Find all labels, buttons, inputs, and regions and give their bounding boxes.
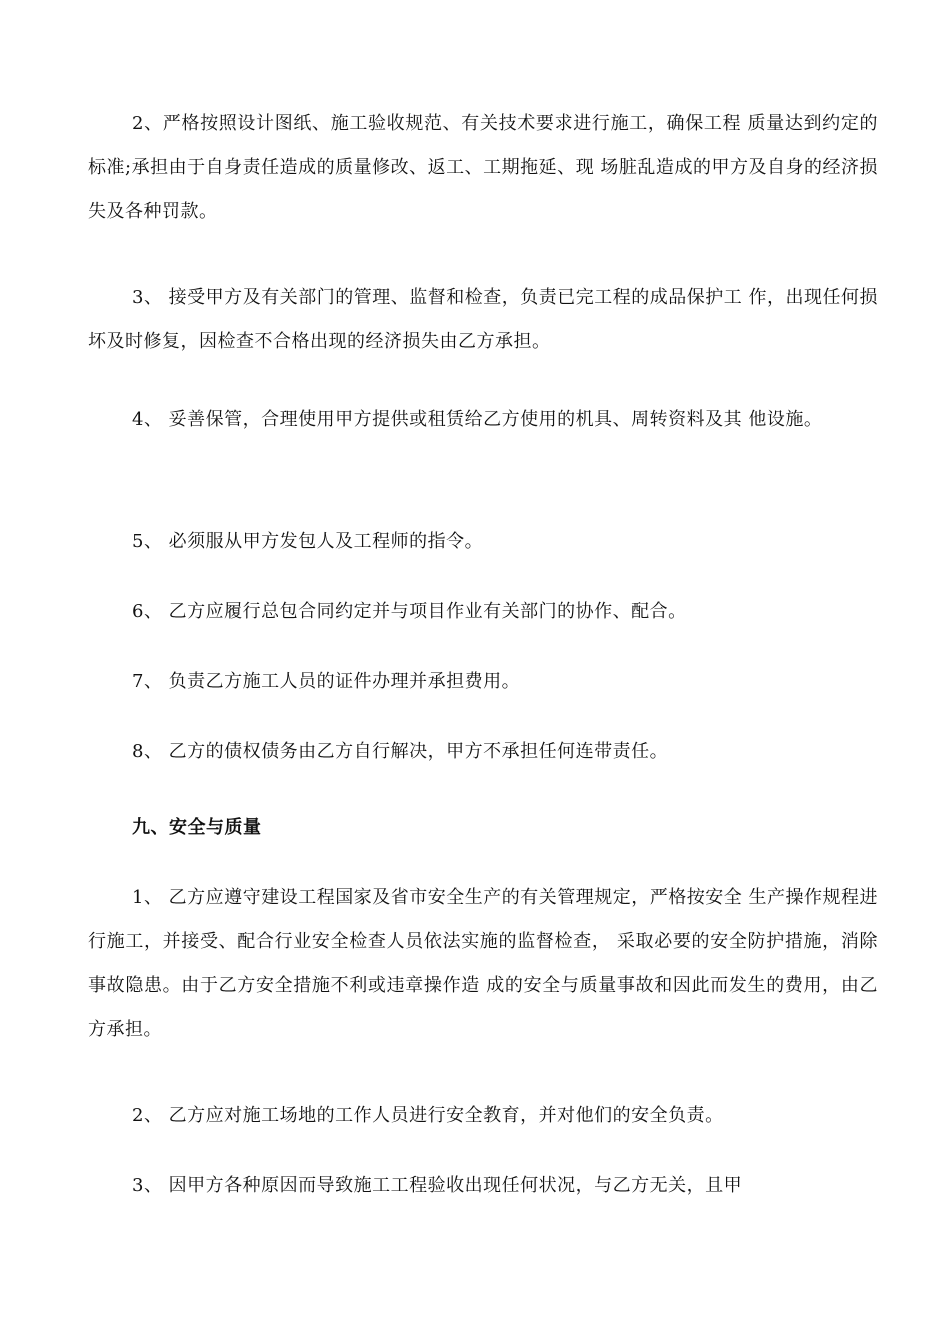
clause-3-supervision: 3、 接受甲方及有关部门的管理、监督和检查，负责已完工程的成品保护工 作，出现任何损坏及时修复，因检查不合格出现的经济损失由乙方承担。	[88, 287, 878, 352]
clause-4-equipment-custody: 4、 妥善保管，合理使用甲方提供或租赁给乙方使用的机具、周转资料及其 他设施。	[132, 409, 823, 430]
safety-clause-3-acceptance: 3、 因甲方各种原因而导致施工工程验收出现任何状况，与乙方无关，且甲	[132, 1175, 743, 1196]
clause-7-certificates: 7、 负责乙方施工人员的证件办理并承担费用。	[132, 671, 521, 692]
safety-clause-1-regulations: 1、 乙方应遵守建设工程国家及省市安全生产的有关管理规定，严格按安全 生产操作规程进行施工，并接受、配合行业安全检查人员依法实施的监督检查， 采取必要的安全防护措施，消除事故隐患。由于乙方安全措施不利或违章操作造 成的安全与质量事故和因此而发生的费用，由乙方承担。	[88, 887, 878, 1040]
clause-6-cooperation: 6、 乙方应履行总包合同约定并与项目作业有关部门的协作、配合。	[132, 601, 687, 622]
section-heading-safety-quality: 九、安全与质量	[132, 817, 262, 838]
clause-5-obey-instructions: 5、 必须服从甲方发包人及工程师的指令。	[132, 531, 484, 552]
clause-8-debts: 8、 乙方的债权债务由乙方自行解决，甲方不承担任何连带责任。	[132, 741, 669, 762]
clause-2-quality-standards: 2、严格按照设计图纸、施工验收规范、有关技术要求进行施工，确保工程 质量达到约定的标准;承担由于自身责任造成的质量修改、返工、工期拖延、现 场脏乱造成的甲方及自身的经济损失及各种罚款。	[88, 113, 878, 222]
safety-clause-2-education: 2、 乙方应对施工场地的工作人员进行安全教育，并对他们的安全负责。	[132, 1105, 724, 1126]
